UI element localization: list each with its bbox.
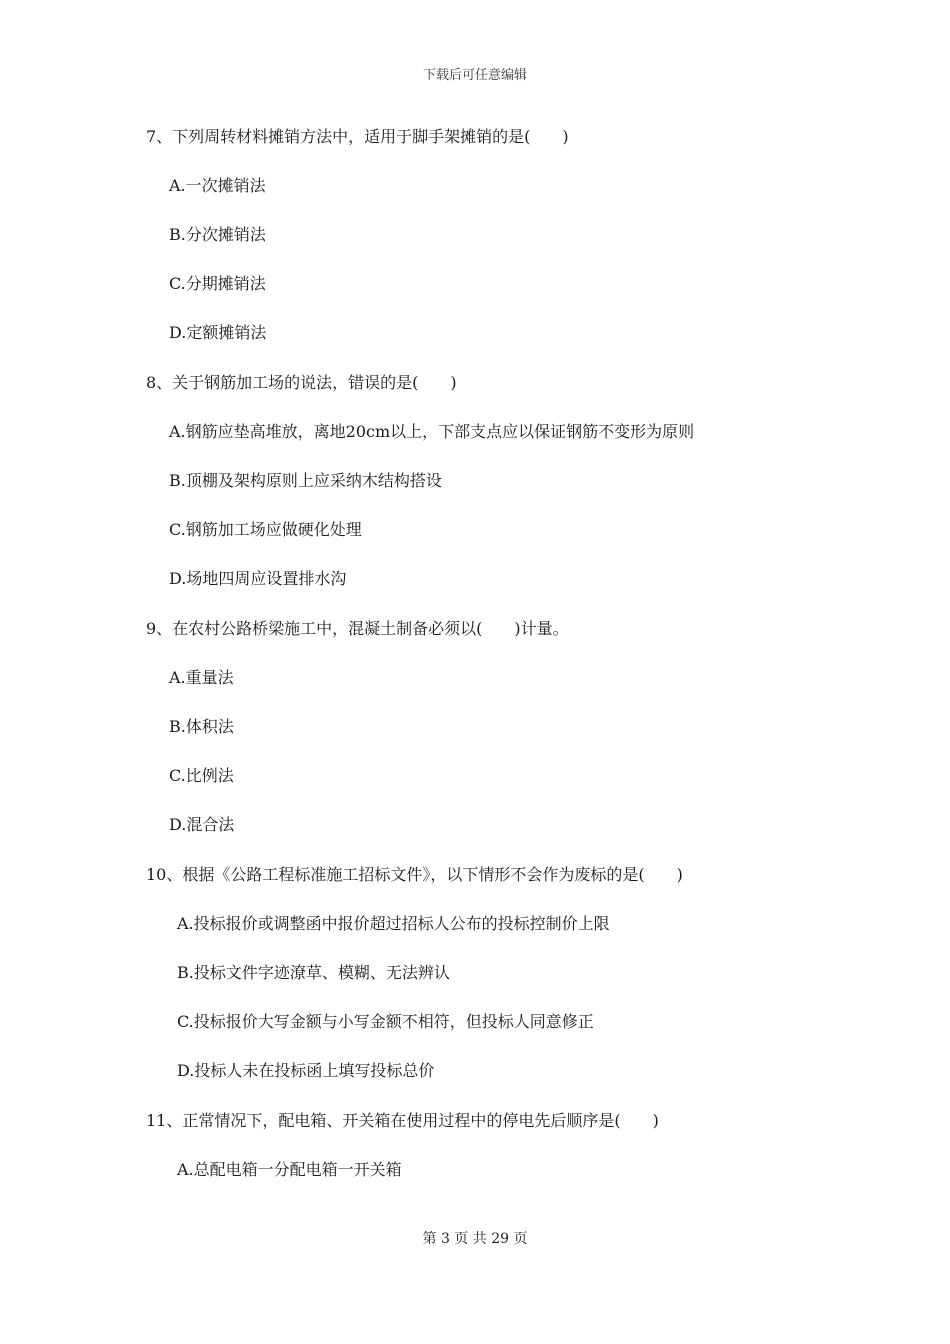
page-header: 下载后可任意编辑 xyxy=(422,68,527,83)
question-11-stem: 11、正常情况下，配电箱、开关箱在使用过程中的停电先后顺序是( ) xyxy=(146,1111,659,1130)
question-7-option-c: C.分期摊销法 xyxy=(169,274,266,293)
question-9-option-d: D.混合法 xyxy=(169,815,235,834)
question-9-option-c: C.比例法 xyxy=(169,766,234,785)
question-9-option-a: A.重量法 xyxy=(169,668,234,687)
question-9-option-b: B.体积法 xyxy=(169,717,234,736)
page-footer: 第 3 页 共 29 页 xyxy=(422,1231,528,1247)
question-7-option-a: A.一次摊销法 xyxy=(169,176,266,195)
question-8-option-a: A.钢筋应垫高堆放，离地20cm以上，下部支点应以保证钢筋不变形为原则 xyxy=(169,422,695,441)
question-10-option-b: B.投标文件字迹潦草、模糊、无法辨认 xyxy=(177,963,450,982)
question-7-stem: 7、下列周转材料摊销方法中，适用于脚手架摊销的是( ) xyxy=(146,127,569,146)
question-8-option-d: D.场地四周应设置排水沟 xyxy=(169,569,347,588)
question-11-option-a: A.总配电箱一分配电箱一开关箱 xyxy=(177,1160,402,1179)
question-10-option-c: C.投标报价大写金额与小写金额不相符，但投标人同意修正 xyxy=(177,1012,594,1031)
question-8-option-c: C.钢筋加工场应做硬化处理 xyxy=(169,520,362,539)
question-7-option-d: D.定额摊销法 xyxy=(169,323,267,342)
question-8-stem: 8、关于钢筋加工场的说法，错误的是( ) xyxy=(146,373,457,392)
question-10-option-a: A.投标报价或调整函中报价超过招标人公布的投标控制价上限 xyxy=(177,914,610,933)
question-10-option-d: D.投标人未在投标函上填写投标总价 xyxy=(177,1061,435,1080)
question-10-stem: 10、根据《公路工程标准施工招标文件》，以下情形不会作为废标的是( ) xyxy=(146,865,683,884)
question-8-option-b: B.顶棚及架构原则上应采纳木结构搭设 xyxy=(169,471,442,490)
question-7-option-b: B.分次摊销法 xyxy=(169,225,266,244)
question-9-stem: 9、在农村公路桥梁施工中，混凝土制备必须以( )计量。 xyxy=(146,619,569,638)
